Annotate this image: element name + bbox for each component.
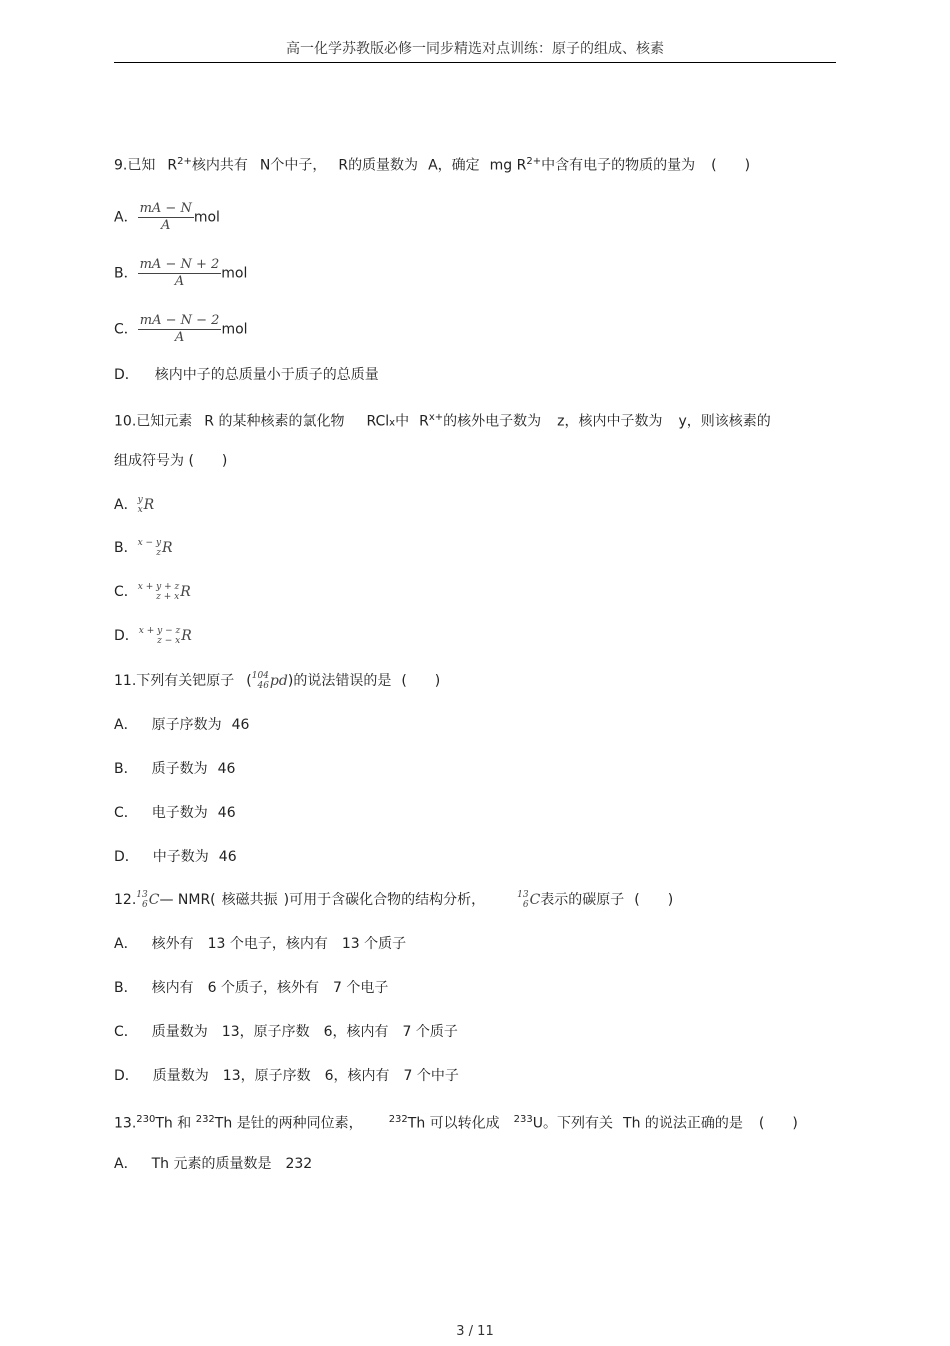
q11-stem-text: 11.下列有关钯原子 bbox=[114, 673, 235, 689]
q12-option-c bbox=[114, 1022, 458, 1042]
element-symbol: U bbox=[532, 1115, 544, 1132]
q10-stem-text: 组成符号为 bbox=[114, 453, 184, 469]
atomic-number: 6 bbox=[141, 900, 148, 910]
option-text: 电子数为 bbox=[151, 805, 208, 821]
q13-stem-text: 。下列有关 bbox=[543, 1115, 614, 1132]
q10-option-c bbox=[114, 582, 191, 602]
element-symbol: R bbox=[181, 628, 192, 644]
q9-stem-text: 9.已知 bbox=[114, 157, 156, 174]
q10-stem bbox=[114, 408, 771, 434]
option-value: 46 bbox=[217, 761, 236, 777]
q9-ion-charge: 2+ bbox=[177, 156, 192, 167]
q9-stem-text: ，确定 bbox=[437, 157, 480, 174]
mass-number: 13 bbox=[517, 890, 529, 900]
nuclide-symbol bbox=[517, 890, 540, 910]
option-text: 质子数为 bbox=[151, 761, 208, 777]
q13-stem-text: 是钍的两种同位素， bbox=[236, 1115, 363, 1132]
q10-y: y bbox=[678, 413, 687, 430]
option-label: C． bbox=[114, 805, 138, 821]
q12-stem-text: — NMR( bbox=[159, 892, 216, 908]
q9-r: R bbox=[338, 157, 349, 174]
q10-ion: R bbox=[419, 413, 429, 430]
unit: mol bbox=[193, 209, 220, 226]
option-label: B． bbox=[114, 540, 138, 556]
answer-paren: ( ) bbox=[634, 892, 674, 908]
q9-ion: R bbox=[167, 157, 178, 174]
option-text: 原子序数为 bbox=[151, 717, 222, 733]
option-text: 核外有 13 个电子，核内有 13 个质子 bbox=[151, 936, 407, 952]
q10-stem-text: 的某种核素的氯化物 bbox=[218, 413, 345, 430]
element-symbol: C bbox=[148, 892, 160, 908]
q10-stem-text: ，则该核素的 bbox=[686, 413, 771, 430]
header-rule bbox=[114, 62, 836, 63]
q9-option-c bbox=[114, 313, 248, 346]
q12-stem bbox=[114, 890, 673, 910]
denominator: A bbox=[161, 218, 171, 233]
unit: mol bbox=[221, 265, 248, 282]
q12-option-a bbox=[114, 934, 406, 954]
q10-stem-text: 中 bbox=[395, 413, 410, 430]
numerator: mA − N bbox=[139, 201, 192, 216]
option-label: C． bbox=[114, 321, 138, 338]
mass-number: 233 bbox=[513, 1114, 533, 1125]
atomic-number: z + x bbox=[156, 592, 180, 602]
q10-stem-text: 的核外电子数为 bbox=[443, 413, 542, 430]
q9-option-d bbox=[114, 365, 379, 385]
q11-stem-text: 的说法错误的是 bbox=[293, 673, 392, 689]
mass-number: x + y − z bbox=[138, 626, 181, 636]
fraction bbox=[138, 201, 194, 234]
answer-paren: ( ) bbox=[188, 453, 228, 469]
element-symbol: R bbox=[143, 497, 155, 513]
option-text: 质量数为 13，原子序数 6，核内有 7 个中子 bbox=[152, 1068, 459, 1084]
option-label: A． bbox=[114, 1156, 138, 1172]
q10-stem-text: ，核内中子数为 bbox=[564, 413, 663, 430]
q13-stem-text: 的说法正确的是 bbox=[644, 1115, 743, 1132]
option-text: 质量数为 13，原子序数 6，核内有 7 个质子 bbox=[151, 1024, 458, 1040]
numerator: mA − N + 2 bbox=[139, 257, 220, 272]
option-text: 核内有 6 个质子，核外有 7 个电子 bbox=[151, 980, 389, 996]
element-symbol: R bbox=[180, 584, 191, 600]
fraction bbox=[138, 313, 222, 346]
q12-stem-text: 表示的碳原子 bbox=[540, 892, 625, 908]
q11-option-a bbox=[114, 715, 249, 735]
q10-option-b bbox=[114, 538, 173, 558]
q9-a: A bbox=[428, 157, 438, 174]
q9-stem-text: 个中子， bbox=[270, 157, 327, 174]
option-label: A． bbox=[114, 717, 138, 733]
q11-option-b bbox=[114, 759, 235, 779]
atomic-number: z − x bbox=[157, 636, 181, 646]
element-symbol: C bbox=[529, 892, 541, 908]
unit: mol bbox=[221, 321, 248, 338]
page-header: 高一化学苏教版必修一同步精选对点训练：原子的组成、核素 bbox=[286, 41, 664, 57]
mass-number: x + y + z bbox=[137, 582, 180, 592]
nuclide-symbol bbox=[138, 495, 155, 515]
option-value: 232 bbox=[285, 1156, 313, 1172]
q9-option-a bbox=[114, 201, 220, 234]
q9-n: N bbox=[259, 157, 271, 174]
q10-ion-charge: x+ bbox=[428, 412, 444, 423]
option-label: A． bbox=[114, 936, 138, 952]
option-label: D． bbox=[114, 367, 139, 383]
page-number: 3 / 11 bbox=[456, 1324, 494, 1339]
element-symbol: Th bbox=[155, 1115, 173, 1132]
mass-number: x − y bbox=[137, 538, 162, 548]
q12-stem-text: )可用于含碳化合物的结构分析， bbox=[283, 892, 486, 908]
option-label: D． bbox=[114, 849, 139, 865]
q9-stem-text: 核内共有 bbox=[191, 157, 248, 174]
q13-stem-text: 和 bbox=[177, 1115, 192, 1132]
numerator: mA − N − 2 bbox=[139, 313, 220, 328]
nuclide-symbol bbox=[138, 582, 191, 602]
mass-number: 13 bbox=[136, 890, 148, 900]
q12-stem-text: 核磁共振 bbox=[221, 892, 278, 908]
q9-stem bbox=[114, 152, 750, 176]
mass-number: 104 bbox=[251, 671, 269, 681]
nuclide-symbol bbox=[136, 890, 159, 910]
q10-formula-sub: x bbox=[389, 417, 396, 429]
option-label: C． bbox=[114, 584, 138, 600]
q9-ion: R bbox=[516, 157, 527, 174]
option-label: D． bbox=[114, 628, 139, 644]
q13-option-a bbox=[114, 1154, 312, 1174]
atomic-number: 6 bbox=[522, 900, 529, 910]
q13-stem bbox=[114, 1110, 798, 1134]
option-value: 46 bbox=[231, 717, 250, 733]
q10-option-d bbox=[114, 626, 192, 646]
option-text: Th 元素的质量数是 bbox=[151, 1156, 272, 1172]
q12-number: 12. bbox=[114, 892, 137, 908]
q13-number: 13. bbox=[114, 1115, 137, 1132]
q11-stem: 11.下列有关钯原子 ( 104 46 pd )的说法错误的是 ( ) bbox=[114, 671, 441, 691]
option-label: B． bbox=[114, 265, 138, 282]
q11-option-d bbox=[114, 847, 237, 867]
q10-stem-cont bbox=[114, 451, 227, 471]
q10-stem-text: 10.已知元素 bbox=[114, 413, 193, 430]
option-text: 中子数为 bbox=[152, 849, 209, 865]
mass-number: 230 bbox=[136, 1114, 156, 1125]
q12-option-d bbox=[114, 1066, 459, 1086]
q11-option-c bbox=[114, 803, 236, 823]
nuclide-symbol bbox=[139, 626, 192, 646]
q9-stem-text: 的质量数为 bbox=[348, 157, 419, 174]
denominator: A bbox=[174, 330, 185, 345]
element-symbol: pd bbox=[269, 673, 288, 689]
option-label: B． bbox=[114, 761, 138, 777]
answer-paren: ( ) bbox=[401, 673, 441, 689]
q9-option-b bbox=[114, 257, 247, 290]
q12-option-b bbox=[114, 978, 388, 998]
option-text: 核内中子的总质量小于质子的总质量 bbox=[154, 367, 379, 383]
q13-stem-text: 可以转化成 bbox=[429, 1115, 500, 1132]
answer-paren: ( ) bbox=[711, 157, 751, 174]
option-label: B． bbox=[114, 980, 138, 996]
nuclide-symbol bbox=[138, 538, 173, 558]
element-symbol: Th bbox=[214, 1115, 233, 1132]
nuclide-symbol bbox=[252, 671, 288, 691]
answer-paren: ( ) bbox=[758, 1115, 798, 1132]
atomic-number: 46 bbox=[257, 681, 269, 691]
mass-number: y bbox=[137, 495, 143, 505]
mass-number: 232 bbox=[388, 1114, 408, 1125]
q10-formula: RCl bbox=[366, 413, 390, 430]
element-symbol: R bbox=[162, 540, 173, 556]
option-label: A． bbox=[114, 497, 138, 513]
element-symbol: Th bbox=[623, 1115, 641, 1132]
q9-mg: mg bbox=[489, 157, 513, 174]
q9-stem-text: 中含有电子的物质的量为 bbox=[541, 157, 696, 174]
option-value: 46 bbox=[217, 805, 236, 821]
mass-number: 232 bbox=[195, 1114, 215, 1125]
q9-ion-charge: 2+ bbox=[526, 156, 542, 167]
fraction bbox=[138, 257, 222, 290]
option-value: 46 bbox=[218, 849, 237, 865]
atomic-number: z bbox=[156, 548, 162, 558]
option-label: A． bbox=[114, 209, 138, 226]
option-label: D． bbox=[114, 1068, 139, 1084]
option-label: C． bbox=[114, 1024, 138, 1040]
q10-z: z bbox=[557, 413, 565, 430]
q10-option-a bbox=[114, 495, 154, 515]
denominator: A bbox=[174, 274, 185, 289]
q10-r: R bbox=[204, 413, 214, 430]
atomic-number: x bbox=[137, 505, 143, 515]
element-symbol: Th bbox=[407, 1115, 426, 1132]
